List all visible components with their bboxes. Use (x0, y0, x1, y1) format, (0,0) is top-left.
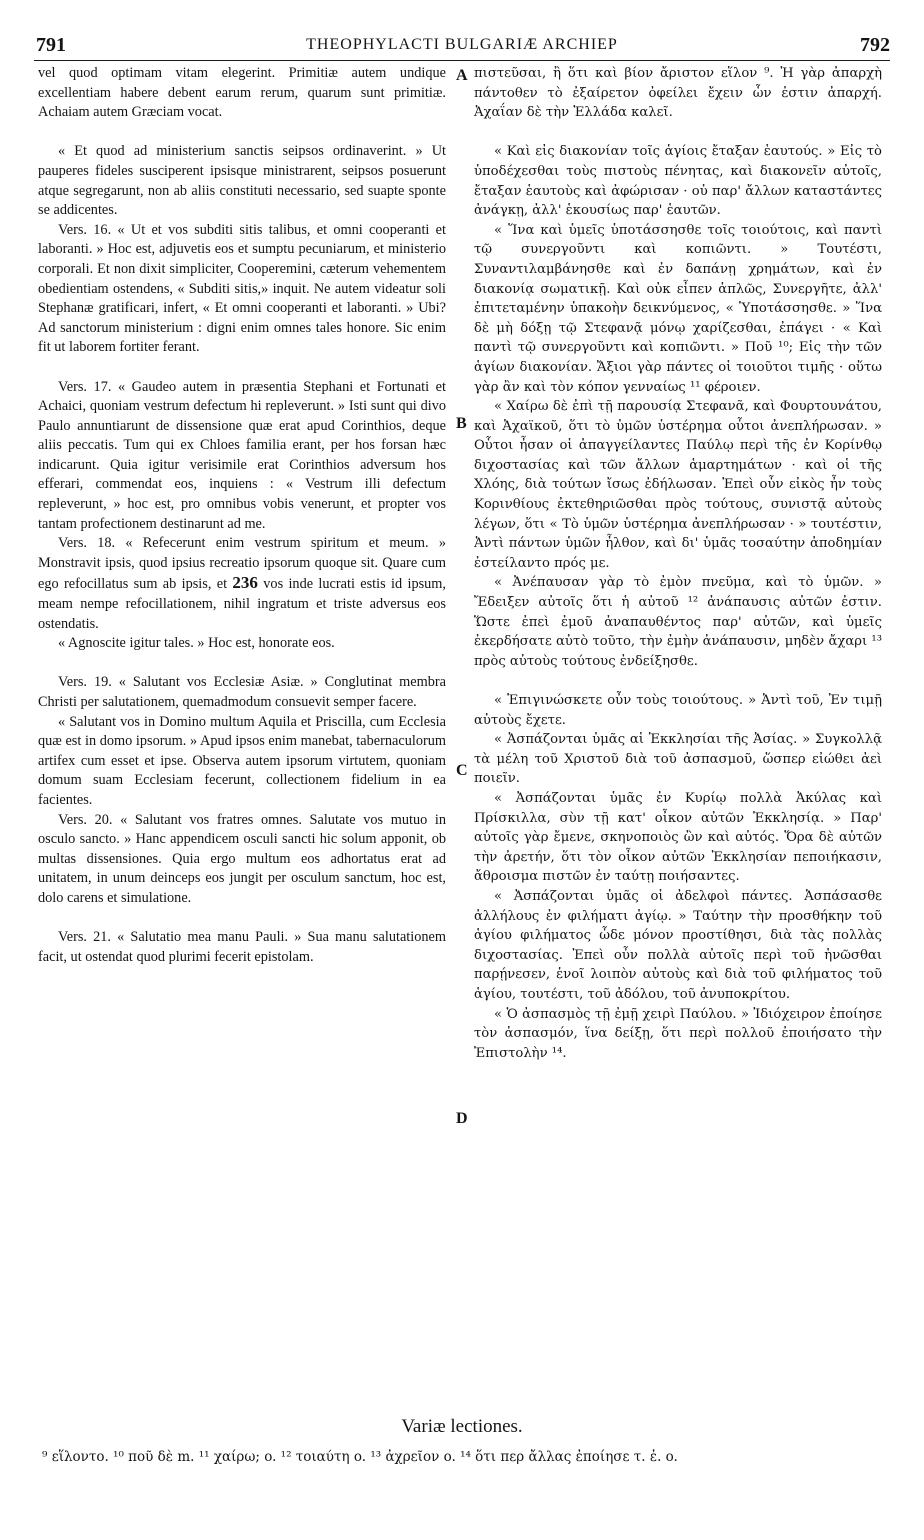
right-page-number: 792 (860, 34, 890, 56)
greek-paragraph: « Ἀσπάζονται ὑμᾶς οἱ ἀδελφοὶ πάντες. Ἀσπάσασθε ἀλλήλους ἐν φιλήματι ἁγίῳ. » Ταύτην τὴν προσθήκην τοῦ ἁγίου φιλήματος ὧδε μόνον προστίθησι, διὰ τὰς πολλὰς διχοστασίας. Ἐπεὶ οὖν πολλὰ αὐτοῖς περὶ τοῦ ἡνῶσθαι παρῄνεσεν, ἑνοῖ λοιπὸν αὐτοὺς καὶ διὰ τοῦ φιλήματος τοῦ ἁγίου, τουτέστι, τοῦ ἀδόλου, τοῦ ἀνυποκρίτου. (474, 888, 882, 1002)
running-title: THEOPHYLACTI BULGARIÆ ARCHIEP (306, 36, 618, 53)
running-header (34, 34, 890, 61)
latin-paragraph: Vers. 17. « Gaudeo autem in præsentia Stephani et Fortunati et Achaici, quoniam vestrum defectum hi repleverunt. » Isti sunt qui divo Paulo annuntiarunt de dissensione quæ erat apud Corinthios, deque aliis peccatis. Tum qui ex Chloes familia erant, per hos forsan hæc indicarunt. Quia igitur verisimile erat Corinthios adversum hos efferari, commendat eos, inquiens : « Vestrum illi defectum repleverunt, » hoc est, pro omnibus vobis venerunt, et propter vos tantam profectionem destinarunt ad me. (38, 378, 446, 532)
latin-paragraph (38, 534, 446, 634)
margin-letter-a: A (456, 67, 468, 84)
latin-paragraph: Vers. 20. « Salutant vos fratres omnes. Salutate vos mutuo in osculo sancto. » Hanc appendicem osculi sancti hic solum apponit, ob multas dissensiones. Quia ergo multum eos adhortatus erat ad unitatem, in unum deinceps eos jungit per osculum sanctum, hoc est, dolo carens et simulatione. (38, 811, 446, 906)
latin-verse-18-end: vos inde lucrati estis id ipsum, meam nempe refocillationem, nihil ingratum et triste adversus eos ostendatis. (38, 576, 447, 632)
latin-paragraph: « Et quod ad ministerium sanctis seipsos ordinaverint. » Ut pauperes fideles susciperent ipsisque ministrarent, seipsos posuerunt atque segregarunt, non ab aliis constituti necessario, sed suapte sponte se addicentes. (38, 143, 446, 219)
greek-paragraph: « Ὁ ἀσπασμὸς τῇ ἐμῇ χειρὶ Παύλου. » Ἰδιόχειρον ἐποίησε τὸν ἀσπασμόν, ἵνα δείξῃ, ὅτι περὶ πολλοῦ ἐποιήσατο τὴν Ἐπιστολὴν ¹⁴. (474, 1006, 882, 1061)
latin-paragraph: vel quod optimam vitam elegerint. Primitiæ autem undique excellentiam habere debent earum rerum, quarum sunt primitiæ. Achaiam autem Græciam vocat. (38, 65, 446, 121)
latin-paragraph: Vers. 16. « Ut et vos subditi sitis talibus, et omni cooperanti et laboranti. » Hoc est, adjuvetis eos et sumptu pecuniarum, et ministerio corporali. Et non dixit simpliciter, Cooperemini, cæterum vehementem obedientiam ostendens, « Subditi sitis,» inquit. Ne autem videatur soli Stephanæ gratificari, infert, « Et omni cooperanti et laboranti. » Ubi? Ad sanctorum ministerium : digni enim omnes tales honore. Sic enim fit ut laborem fortiter ferant. (38, 221, 446, 356)
greek-paragraph: πιστεῦσαι, ἢ ὅτι καὶ βίον ἄριστον εἵλον ⁹. Ἡ γὰρ ἀπαρχὴ πάντοθεν τὸ ἐξαίρετον ὀφείλει ἔχειν ὧν ἐστιν ἀπαρχή. Ἀχαΐαν δὲ τὴν Ἑλλάδα καλεῖ. (474, 66, 882, 121)
marginal-page-marker: 236 (232, 573, 258, 593)
margin-letter-c: C (456, 762, 468, 779)
margin-letter-d: D (456, 1110, 468, 1127)
latin-verse-18-start: Vers. 18. « Refecerunt enim vestrum spiritum et meum. » Monstravit ipsis, quod ipsius recreatio ipsorum quoque sit. Quare cum ego refocillatus sum ab ipsis, et (38, 535, 446, 593)
left-page-number: 791 (36, 34, 66, 56)
greek-paragraph: « Ἀσπάζονται ὑμᾶς ἐν Κυρίῳ πολλὰ Ἀκύλας καὶ Πρίσκιλλα, σὺν τῇ κατ' οἶκον αὐτῶν Ἐκκλησίᾳ. » Παρ' αὐτοῖς γὰρ ἔμενε, σκηνοποιὸς ὢν καὶ αὐτός. Ὅρα δὲ αὐτῶν τὴν ἀρετήν, ὅτι τὸν οἶκον αὐτῶν Ἐκκλησίαν πεποιήκασιν, ἄθροισμα πιστῶν ἐν ταύτῃ ποιήσαντες. (474, 790, 882, 885)
greek-paragraph: « Ἀνέπαυσαν γὰρ τὸ ἐμὸν πνεῦμα, καὶ τὸ ὑμῶν. » Ἔδειξεν αὐτοῖς ὅτι ἡ αὐτοῦ ¹² ἀνάπαυσις αὐτῶν ἐστιν. Ὥστε ἐπεὶ ἐμοῦ ἀναπαυθέντος παρ' αὐτῶν, καὶ ὑμεῖς ἐκερδήσατε αὐτὸ τοῦτο, τὴν ἐμὴν ἀνάπαυσιν, μηδὲν ἄχαρι ¹³ πρὸς αὐτοὺς τούτους ἐνδείξησθε. (474, 575, 882, 669)
latin-column (38, 64, 446, 967)
greek-paragraph: « Χαίρω δὲ ἐπὶ τῇ παρουσίᾳ Στεφανᾶ, καὶ Φουρτουνάτου, καὶ Ἀχαϊκοῦ, ὅτι τὸ ὑμῶν ὑστέρημα οὗτοι ἀνεπλήρωσαν. » Οὗτοι ἦσαν οἱ ἀπαγγείλαντες Παύλῳ περὶ τῆς ἐν Κορίνθῳ διχοστασίας καὶ τῶν ἄλλων ἁμαρτημάτων · καὶ οἱ τῆς Χλόης, διὰ τούτων ἴσως ἐδήλωσαν. Ἐπεὶ οὖν εἰκὸς ἦν τοὺς Κορινθίους ἐκτεθηριῶσθαι πρὸς τούτους, συνιστᾷ αὐτοὺς λέγων, ὅτι « Τὸ ὑμῶν ὑστέρημα ἀνεπλήρωσαν · » τουτέστιν, Ἀντὶ πάντων ὑμῶν ἦλθον, καὶ δι' ὑμᾶς τοσαύτην ἀποδημίαν ἐστείλαντο πρός με. (474, 399, 882, 571)
greek-paragraph: « Καὶ εἰς διακονίαν τοῖς ἁγίοις ἔταξαν ἑαυτούς. » Εἰς τὸ ὑποδέχεσθαι τοὺς πιστοὺς πένητας, καὶ διακονεῖν αὐτοῖς, ἔταξαν ἑαυτοὺς καὶ ἀφώρισαν · οὐ παρ' ἄλλων καταστάντες ἀνάγκῃ, ἀλλ' ἑκουσίως παρ' ἑαυτῶν. (474, 144, 882, 219)
greek-paragraph: « Ἀσπάζονται ὑμᾶς αἱ Ἐκκλησίαι τῆς Ἀσίας. » Συγκολλᾷ τὰ μέλη τοῦ Χριστοῦ διὰ τοῦ ἀσπασμοῦ, ὥσπερ εἰώθει ἀεὶ ποιεῖν. (474, 732, 882, 787)
greek-column (474, 64, 882, 1063)
latin-paragraph: Vers. 19. « Salutant vos Ecclesiæ Asiæ. » Conglutinat membra Christi per salutationem, quemadmodum consuevit semper facere. (38, 674, 446, 710)
margin-letter-b: B (456, 415, 467, 432)
greek-paragraph: « Ἐπιγινώσκετε οὖν τοὺς τοιούτους. » Ἀντὶ τοῦ, Ἐν τιμῇ αὐτοὺς ἔχετε. (474, 693, 882, 728)
greek-paragraph: « Ἵνα καὶ ὑμεῖς ὑποτάσσησθε τοῖς τοιούτοις, καὶ παντὶ τῷ συνεργοῦντι καὶ κοπιῶντι. » Τουτέστι, Συναντιλαμβάνησθε καὶ ἐν δαπάνῃ χρημάτων, καὶ ἐν διακονίᾳ σωματικῇ. Καὶ οὐκ εἶπεν ἁπλῶς, Συνεργῆτε, ἀλλ' ἐπιτεταμένην ὑπακοὴν δεικνύμενος, « Ὑποτάσσησθε. » Ἵνα δὲ μὴ δόξῃ τῷ Στεφανᾷ μόνῳ χαρίζεσθαι, ἐπάγει · « Καὶ παντὶ τῷ συνεργοῦντι καὶ κοπιῶντι. » Ποῦ ¹⁰; Εἰς τὴν τῶν ἁγίων διακονίαν. Ἄξιοι γὰρ πάντες οἱ τοιοῦτοι τιμῆς · οὕτω γὰρ ἂν καὶ τὸν κόπον γενναίως ¹¹ φέροιεν. (474, 222, 882, 395)
variae-lectiones-title: Variæ lectiones. (401, 1416, 523, 1437)
latin-paragraph: Vers. 21. « Salutatio mea manu Pauli. » Sua manu salutationem facit, ut ostendat quod plurimi fecerit epistolam. (38, 929, 446, 965)
latin-paragraph: « Agnoscite igitur tales. » Hoc est, honorate eos. (58, 635, 335, 652)
variae-lectiones-notes: ⁹ εἵλοντο. ¹⁰ ποῦ δὲ m. ¹¹ χαίρω; o. ¹² τοιαύτη o. ¹³ ἀχρεῖον o. ¹⁴ ὅτι περ ἄλλας ἐποίησε τ. ἐ. o. (42, 1449, 678, 1465)
latin-paragraph: « Salutant vos in Domino multum Aquila et Priscilla, cum Ecclesia quæ est in domo ipsorum. » Apud ipsos enim manebat, tabernaculorum artifex cum esset et ipse. Observa autem ipsorum virtutem, quoniam domum suam Ecclesiam fecerunt, collectionem fidelium in ea facientes. (38, 713, 446, 808)
